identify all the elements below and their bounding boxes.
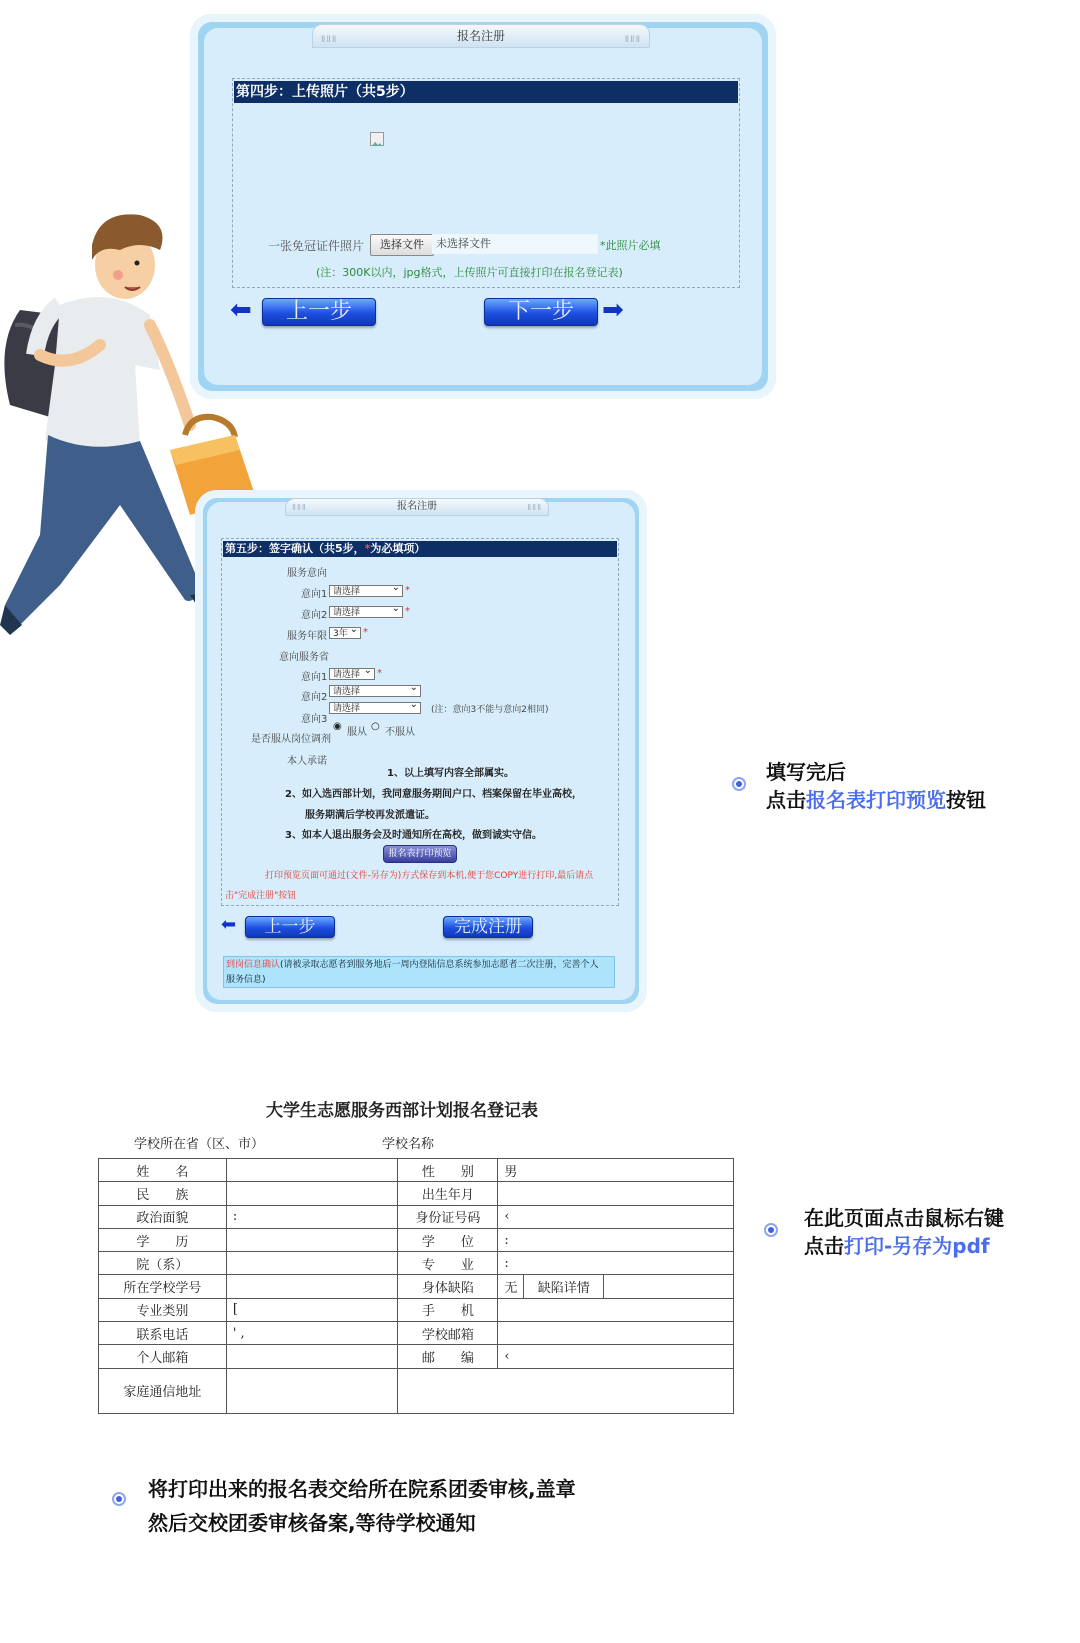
table-cell: 学 位 bbox=[398, 1228, 498, 1251]
photo-required-note: *此照片必填 bbox=[600, 239, 661, 252]
table-cell: : bbox=[226, 1205, 398, 1228]
table-cell: 学校邮箱 bbox=[398, 1322, 498, 1345]
step-title-end: 为必填项） bbox=[370, 542, 426, 555]
province3-note: (注：意向3不能与意向2相同) bbox=[431, 705, 549, 715]
table-cell: 所在学校学号 bbox=[99, 1275, 227, 1298]
province1-select[interactable]: 请选择 ⌄ bbox=[329, 668, 375, 680]
upload-form-box bbox=[232, 78, 740, 288]
service-years-label: 服务年限 bbox=[287, 631, 327, 642]
next-step-button[interactable]: 下一步 bbox=[484, 298, 598, 326]
annotation-post: 按钮 bbox=[946, 788, 986, 812]
table-cell: 手 机 bbox=[398, 1298, 498, 1321]
table-cell: : bbox=[498, 1252, 734, 1275]
table-cell: 家庭通信地址 bbox=[99, 1368, 227, 1413]
table-cell bbox=[498, 1298, 734, 1321]
tab-title: 报名注册 bbox=[456, 29, 505, 43]
prev-arrow-icon[interactable]: ⬅ bbox=[221, 914, 237, 935]
intent-province-label: 意向服务省 bbox=[279, 652, 329, 663]
table-row bbox=[99, 1228, 734, 1251]
province2-label: 意向2 bbox=[301, 692, 328, 703]
annotation-line-1: 在此页面点击鼠标右键 bbox=[804, 1206, 1004, 1230]
annotation-submit-form bbox=[148, 1472, 576, 1540]
tab-decoration-left: ⅡⅡⅡ bbox=[292, 503, 307, 512]
prev-step-button[interactable]: 上一步 bbox=[262, 298, 376, 326]
province1-label: 意向1 bbox=[301, 672, 328, 683]
registration-table bbox=[98, 1158, 734, 1414]
table-cell: ' , bbox=[226, 1322, 398, 1345]
bullet-icon bbox=[732, 777, 746, 791]
table-cell: 性 别 bbox=[398, 1159, 498, 1182]
tab-decoration-left: ⅡⅡⅡ bbox=[321, 35, 338, 45]
tab-decoration-right: ⅡⅡⅡ bbox=[624, 35, 641, 45]
table-cell: 身体缺陷 bbox=[398, 1275, 498, 1298]
not-obey-radio[interactable]: ○ bbox=[371, 721, 380, 732]
tab-decoration-right: ⅡⅡⅡ bbox=[527, 503, 542, 512]
panel-tab-bar bbox=[285, 498, 549, 516]
table-cell bbox=[226, 1368, 398, 1413]
table-cell: 学 历 bbox=[99, 1228, 227, 1251]
pledge-label: 本人承诺 bbox=[287, 756, 327, 767]
annotation-pre: 点击 bbox=[804, 1234, 844, 1258]
finish-registration-button[interactable]: 完成注册 bbox=[443, 916, 533, 938]
intent1-label: 意向1 bbox=[301, 589, 328, 600]
print-note-2: 击"完成注册"按钮 bbox=[225, 891, 297, 901]
table-cell bbox=[226, 1275, 398, 1298]
annotation-pre: 点击 bbox=[766, 788, 806, 812]
table-row bbox=[99, 1205, 734, 1228]
pledge-2: 2、如入选西部计划，我同意服务期间户口、档案保留在毕业高校， bbox=[285, 789, 582, 800]
table-cell: 院（系） bbox=[99, 1252, 227, 1275]
table-cell: 民 族 bbox=[99, 1182, 227, 1205]
file-status-field: 未选择文件 bbox=[432, 234, 598, 254]
table-row bbox=[99, 1275, 734, 1298]
province2-select[interactable]: 请选择 ⌄ bbox=[329, 685, 421, 697]
photo-label: 一张免冠证件照片 bbox=[268, 239, 365, 253]
annotation-line-2 bbox=[766, 786, 986, 814]
obey-radio[interactable]: ◉ bbox=[333, 721, 342, 732]
next-arrow-icon[interactable]: ➡ bbox=[602, 295, 624, 325]
bullet-icon bbox=[764, 1223, 778, 1237]
print-preview-button[interactable]: 报名表打印预览 bbox=[383, 845, 457, 863]
intent2-label: 意向2 bbox=[301, 610, 328, 621]
service-years-select[interactable]: 3年 ⌄ bbox=[329, 627, 361, 639]
annotation-line-2 bbox=[804, 1232, 1004, 1260]
table-row bbox=[99, 1159, 734, 1182]
form-title: 大学生志愿服务西部计划报名登记表 bbox=[266, 1101, 538, 1121]
annotation-line-2: 然后交校团委审核备案,等待学校通知 bbox=[148, 1511, 476, 1535]
info-confirm-text-2: 服务信息) bbox=[226, 975, 266, 985]
required-mark: * bbox=[377, 668, 382, 679]
table-cell: 出生年月 bbox=[398, 1182, 498, 1205]
table-cell: [ bbox=[226, 1298, 398, 1321]
prev-arrow-icon[interactable]: ⬅ bbox=[230, 295, 252, 325]
intent1-select[interactable]: 请选择 ⌄ bbox=[329, 585, 403, 597]
obey-label: 服从 bbox=[347, 727, 367, 738]
annotation-fill-complete bbox=[766, 758, 986, 814]
bullet-icon bbox=[112, 1492, 126, 1506]
annotation-line-1: 将打印出来的报名表交给所在院系团委审核,盖章 bbox=[148, 1477, 576, 1501]
step-title-text: 第五步：签字确认（共5步， bbox=[225, 542, 365, 555]
upload-photo-panel bbox=[190, 14, 776, 399]
table-cell: ‹ bbox=[498, 1345, 734, 1368]
required-mark: * bbox=[405, 585, 410, 596]
table-cell: 无 bbox=[498, 1275, 524, 1298]
table-cell: : bbox=[498, 1228, 734, 1251]
table-row bbox=[99, 1368, 734, 1413]
table-row bbox=[99, 1252, 734, 1275]
table-cell bbox=[498, 1322, 734, 1345]
table-cell: 缺陷详情 bbox=[524, 1275, 604, 1298]
table-cell bbox=[226, 1252, 398, 1275]
table-cell: 专业类别 bbox=[99, 1298, 227, 1321]
table-cell bbox=[498, 1182, 734, 1205]
table-cell: ‹ bbox=[498, 1205, 734, 1228]
table-cell bbox=[398, 1368, 734, 1413]
province3-label: 意向3 bbox=[301, 714, 328, 725]
table-cell: 个人邮箱 bbox=[99, 1345, 227, 1368]
info-confirm-text: (请被录取志愿者到服务地后一周内登陆信息系统参加志愿者二次注册，完善个人 bbox=[280, 960, 599, 970]
school-name-label: 学校名称 bbox=[382, 1137, 435, 1152]
table-cell bbox=[226, 1345, 398, 1368]
annotation-highlight: 打印-另存为pdf bbox=[844, 1234, 990, 1258]
required-mark: * bbox=[405, 606, 410, 617]
step-title bbox=[223, 541, 617, 557]
prev-step-button[interactable]: 上一步 bbox=[245, 916, 335, 938]
table-cell: 姓 名 bbox=[99, 1159, 227, 1182]
table-row bbox=[99, 1322, 734, 1345]
province3-select[interactable]: 请选择 ⌄ bbox=[329, 702, 421, 714]
annotation-highlight: 报名表打印预览 bbox=[806, 788, 946, 812]
pledge-1: 1、以上填写内容全部属实。 bbox=[387, 768, 514, 779]
table-row bbox=[99, 1182, 734, 1205]
photo-format-note: (注：300K以内，jpg格式，上传照片可直接打印在报名登记表) bbox=[316, 266, 623, 279]
sign-confirm-panel bbox=[195, 490, 647, 1012]
table-cell: 联系电话 bbox=[99, 1322, 227, 1345]
intent2-select[interactable]: 请选择 ⌄ bbox=[329, 606, 403, 618]
panel-tab-bar bbox=[312, 24, 650, 48]
adjust-label: 是否服从岗位调剂 bbox=[251, 734, 331, 745]
table-cell: 专 业 bbox=[398, 1252, 498, 1275]
table-row bbox=[99, 1345, 734, 1368]
table-cell: 邮 编 bbox=[398, 1345, 498, 1368]
choose-file-button[interactable]: 选择文件 bbox=[370, 234, 434, 256]
pledge-2b: 服务期满后学校再发派遣证。 bbox=[305, 810, 435, 821]
table-cell: 男 bbox=[498, 1159, 734, 1182]
annotation-line-1: 填写完后 bbox=[766, 760, 846, 784]
table-cell: 身份证号码 bbox=[398, 1205, 498, 1228]
table-cell bbox=[226, 1182, 398, 1205]
pledge-3: 3、如本人退出服务会及时通知所在高校，做到诚实守信。 bbox=[285, 830, 542, 841]
table-cell: 政治面貌 bbox=[99, 1205, 227, 1228]
print-note: 打印预览页面可通过(文件-另存为)方式保存到本机,便于您COPY进行打印,最后请点 bbox=[265, 871, 594, 881]
service-intent-label: 服务意向 bbox=[287, 568, 327, 579]
not-obey-label: 不服从 bbox=[385, 727, 415, 738]
school-province-label: 学校所在省（区、市） bbox=[134, 1137, 265, 1152]
table-cell bbox=[226, 1159, 398, 1182]
annotation-print-save bbox=[804, 1204, 1004, 1260]
table-row bbox=[99, 1298, 734, 1321]
tab-title: 报名注册 bbox=[397, 501, 437, 512]
step-title-required-mark: * bbox=[364, 542, 371, 555]
info-confirm-banner bbox=[223, 956, 615, 988]
table-cell bbox=[226, 1228, 398, 1251]
required-mark: * bbox=[363, 627, 368, 638]
table-cell bbox=[604, 1275, 734, 1298]
step-title: 第四步：上传照片（共5步） bbox=[234, 81, 738, 103]
info-confirm-label[interactable]: 到岗信息确认 bbox=[226, 960, 281, 970]
photo-preview-broken-image-icon bbox=[370, 132, 384, 146]
